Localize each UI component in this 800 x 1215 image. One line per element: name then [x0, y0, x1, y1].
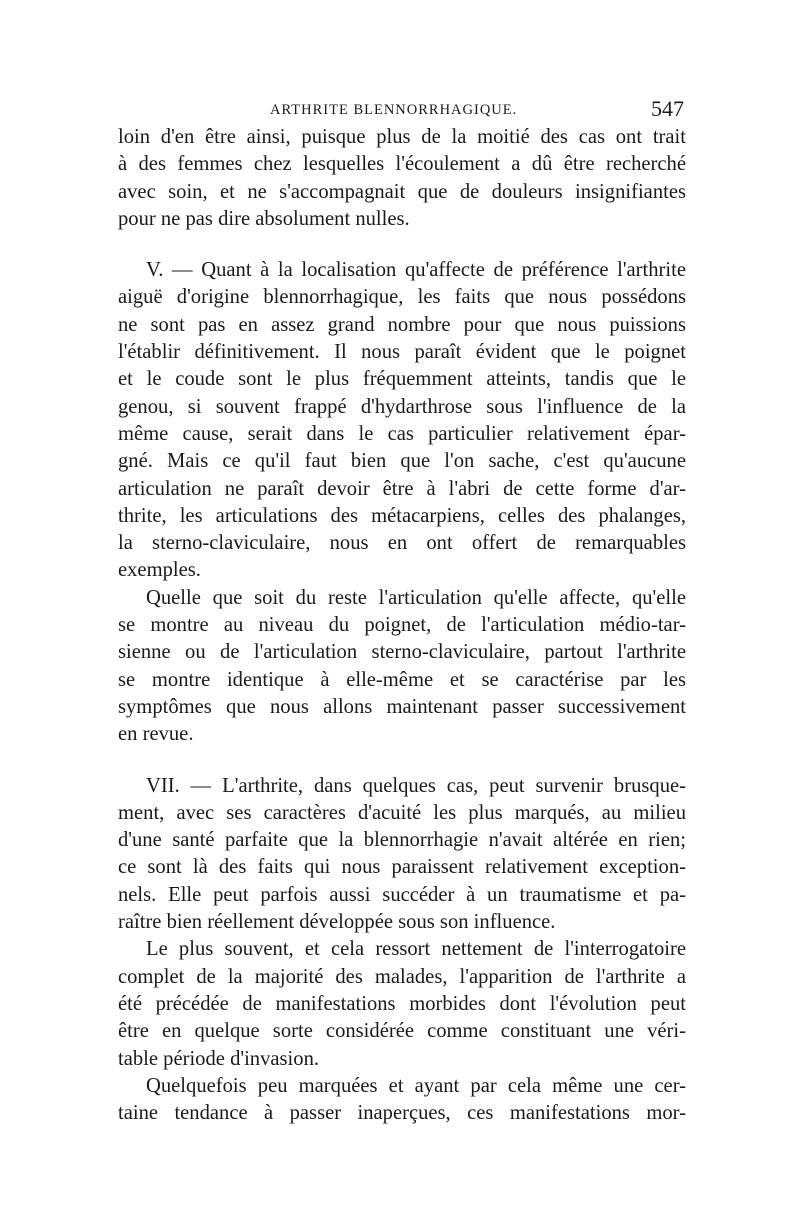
text-line: été précédée de manifestations morbides dont l'évolution peut	[118, 992, 686, 1015]
text-line: Quelquefois peu marquées et ayant par cela même une cer-	[146, 1074, 686, 1097]
paragraph-section-v	[118, 257, 686, 585]
running-title: ARTHRITE BLENNORRHAGIQUE.	[270, 102, 518, 118]
text-line: en revue.	[118, 723, 194, 746]
section-gap	[118, 233, 686, 257]
text-line: avec soin, et ne s'accompagnait que de douleurs insignifiantes	[118, 180, 686, 203]
text-line: se montre identique à elle-même et se caractérise par les	[118, 668, 686, 691]
text-line: Quelle que soit du reste l'articulation qu'elle affecte, qu'elle	[146, 586, 686, 609]
text-line: même cause, serait dans le cas particulier relativement épar-	[118, 422, 686, 445]
text-line: l'établir définitivement. Il nous paraît évident que le poignet	[118, 341, 686, 364]
text-line: taine tendance à passer inaperçues, ces manifestations mor-	[118, 1102, 686, 1125]
text-line: ment, avec ses caractères d'acuité les plus marqués, au milieu	[118, 801, 686, 824]
text-line: genou, si souvent frappé d'hydarthrose sous l'influence de la	[118, 395, 686, 418]
text-line: pour ne pas dire absolument nulles.	[118, 207, 410, 230]
text-line: ce sont là des faits qui nous paraissent relativement exception-	[118, 856, 686, 879]
paragraph-section-vii	[118, 773, 686, 937]
text-line: VII. — L'arthrite, dans quelques cas, peut survenir brusque-	[146, 774, 686, 797]
text-line: nels. Elle peut parfois aussi succéder à un traumatisme et pa-	[118, 883, 686, 906]
paragraph-quelquefois	[118, 1073, 686, 1128]
paragraph-le-plus-souvent	[118, 936, 686, 1072]
text-line: thrite, les articulations des métacarpiens, celles des phalanges,	[118, 504, 686, 527]
text-line: la sterno-claviculaire, nous en ont offert de remarquables	[118, 532, 686, 555]
text-line: aiguë d'origine blennorrhagique, les faits que nous possédons	[118, 286, 686, 309]
text-line: V. — Quant à la localisation qu'affecte de préférence l'arthrite	[146, 259, 686, 282]
text-line: exemples.	[118, 559, 201, 582]
text-line: symptômes que nous allons maintenant passer successivement	[118, 695, 686, 718]
text-line: sienne ou de l'articulation sterno-claviculaire, partout l'arthrite	[118, 641, 686, 664]
text-line: loin d'en être ainsi, puisque plus de la moitié des cas ont trait	[118, 126, 686, 148]
paragraph-continuation	[118, 124, 686, 233]
text-line: et le coude sont le plus fréquemment atteints, tandis que le	[118, 368, 686, 391]
text-line: être en quelque sorte considérée comme constituant une véri-	[118, 1020, 686, 1043]
section-gap	[118, 749, 686, 773]
text-line: à des femmes chez lesquelles l'écoulement a dû être recherché	[118, 153, 686, 176]
text-line: articulation ne paraît devoir être à l'abri de cette forme d'ar-	[118, 477, 686, 500]
body-text	[118, 124, 686, 1127]
text-line: ne sont pas en assez grand nombre pour que nous puissions	[118, 313, 686, 336]
paragraph-quelle-que-soit	[118, 585, 686, 749]
text-line: raître bien réellement développée sous son influence.	[118, 911, 556, 934]
text-line: complet de la majorité des malades, l'apparition de l'arthrite a	[118, 965, 686, 988]
page-number: 547	[651, 96, 684, 121]
text-line: table période d'invasion.	[118, 1047, 320, 1070]
text-line: se montre au niveau du poignet, de l'articulation médio-tar-	[118, 614, 686, 637]
text-line: Le plus souvent, et cela ressort nettement de l'interrogatoire	[146, 938, 686, 961]
text-line: gné. Mais ce qu'il faut bien que l'on sache, c'est qu'aucune	[118, 450, 686, 473]
text-line: d'une santé parfaite que la blennorrhagie n'avait altérée en rien;	[118, 829, 686, 852]
